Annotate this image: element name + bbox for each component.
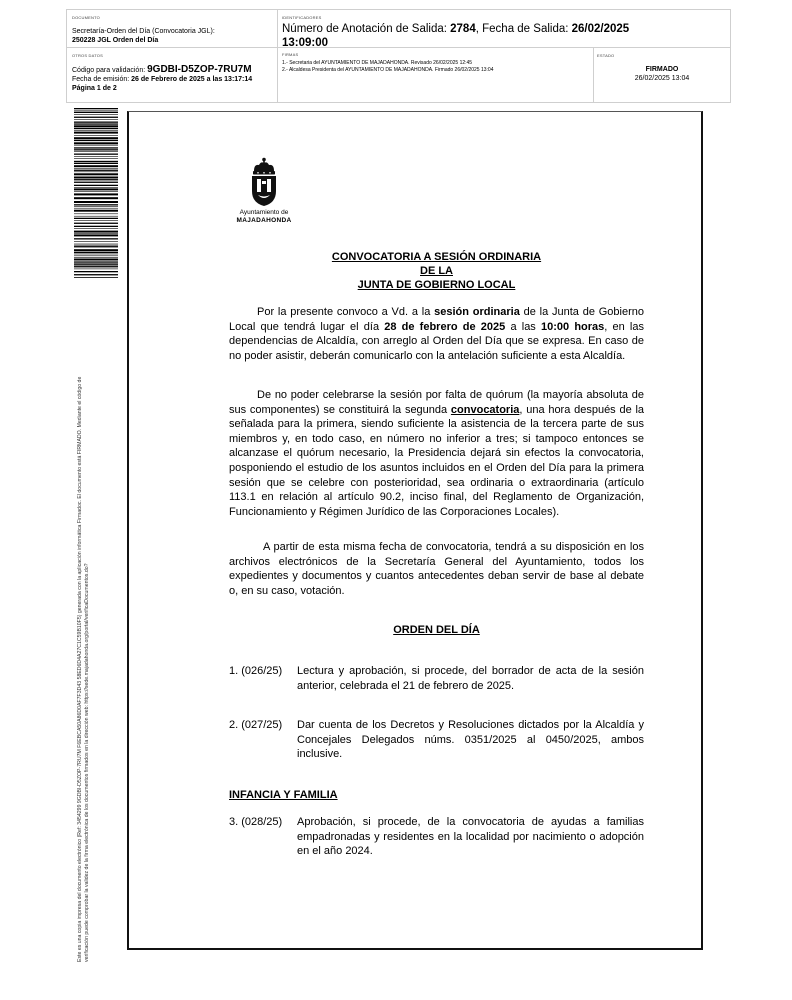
paragraph-documentacion: A partir de esta misma fecha de convocatoria, tendrá a su disposición en los archivos electrónicos de la Secretaría General del Ayuntamiento, todos los expedientes y documentos y cuantos antecedentes deban servir de base al debate o, en su caso, votación. (229, 541, 644, 597)
document-title (229, 250, 644, 292)
documento-ref: 250228 JGL Orden del Día (72, 37, 159, 44)
side-verification-text (77, 302, 91, 962)
paragraph-convocatoria (229, 305, 644, 363)
firma-1: 1.- Secretaria del AYUNTAMIENTO DE MAJADAHONDA. Revisado 26/02/2025 12:45 (282, 60, 473, 66)
emision-value: 26 de Febrero de 2025 a las 13:17:14 (131, 76, 253, 83)
otros-datos-caption: OTROS DATOS (72, 53, 103, 58)
item-2-number: 2. (027/25) (229, 719, 283, 731)
estado-cell (597, 51, 727, 83)
codigo-validacion (72, 65, 272, 75)
p1-sesion-ordinaria: sesión ordinaria (434, 306, 520, 318)
logo-text (228, 209, 300, 225)
side-text-line1: Este es una copia impresa del documento electrónico (Ref: 3454299 9GDBI-D5ZOP-7RU7M F6EBCA50A86D0AF7F3D43 58ED6D4A27C1C59B10F5) generada con la aplicación informática Firmadoc. El documento está FIRMADO. Mediante el código de (77, 376, 83, 962)
item-1-text: Lectura y aprobación, si procede, del borrador de acta de la sesión anterior, celebrada el 21 de febrero de 2025. (297, 665, 644, 692)
barcode (74, 108, 118, 278)
codigo-value: 9GDBI-D5ZOP-7RU7M (147, 64, 252, 75)
documento-name: Secretaría-Orden del Día (Convocatoria JGL): (72, 28, 215, 35)
estado-value: FIRMADO (645, 66, 679, 73)
estado-date: 26/02/2025 13:04 (634, 75, 690, 82)
p1-text-e: a las (505, 320, 541, 333)
logo-line1: Ayuntamiento de (239, 209, 289, 216)
paragraph-quorum (229, 388, 644, 519)
item-3-number: 3. (028/25) (229, 816, 283, 828)
logo-line2: MAJADAHONDA (236, 217, 292, 224)
firma-2: 2.- Alcaldesa Presidenta del AYUNTAMIENTO DE MAJADAHONDA. Firmado 26/02/2025 13:04 (282, 67, 494, 73)
anotacion-salida (282, 22, 722, 50)
fecha-salida-time: 13:09:00 (282, 37, 329, 49)
p2-text-a: De no poder celebrarse la sesión por falta de quórum (la mayoría absoluta de sus componentes) se constituirá la segunda (229, 389, 644, 416)
page-count: Página 1 de 2 (72, 85, 117, 92)
anotacion-number: 2784 (450, 23, 476, 35)
orden-del-dia-title: ORDEN DEL DÍA (393, 624, 480, 636)
section-infancia-familia: INFANCIA Y FAMILIA (229, 789, 338, 801)
identificadores-cell (282, 13, 722, 50)
p1-text-g: , en las dependencias de Alcaldía, con arreglo al Orden del Día que se expresa. En caso de no poder asistir, deberán comunicarlo con la antelación suficiente a esta Alcaldía. (229, 320, 644, 362)
estado-caption: ESTADO (597, 53, 615, 58)
fecha-salida-date: 26/02/2025 (571, 23, 630, 35)
item-3-text: Aprobación, si procede, de la convocatoria de ayudas a familias empadronadas y residentes en la localidad por nacimiento o adopción en el año 2024. (297, 816, 644, 858)
p2-text-c: , una hora después de la señalada para la primera, siendo suficiente la asistencia de la tercera parte de sus miembros y, en todo caso, en número no inferior a tres; si tampoco entonces se alcanzase el quórum necesario, la Presidencia dejará sin efectos la convocatoria, posponiendo el estudio de los asuntos incluidos en el Orden del Día para la primera sesión que se celebre con posterioridad, sea ordinaria o extraordinaria (artículo 113.1 en relación al artículo 90.2, inciso final, del Reglamento de Organización, Funcionamiento y Régimen Jurídico de las Corporaciones Locales). (229, 403, 645, 518)
firmas-cell (282, 51, 587, 74)
side-text-line2: verificación puede comprobar la validez de la firma electrónica de los documentos firmados en la dirección web: https://sede.majadahonda.org/portal/verificaDocumentos.do? (84, 563, 90, 962)
p1-text-a: Por la presente convoco a Vd. a la (257, 306, 435, 318)
item-1-number: 1. (026/25) (229, 665, 283, 677)
anotacion-prefix: Número de Anotación de Salida: (282, 23, 451, 35)
identificadores-caption: IDENTIFICADORES (282, 15, 322, 20)
p1-text-c: de la Junta de Gobierno Local que tendrá lugar el día (229, 306, 644, 333)
ayuntamiento-logo (228, 157, 300, 225)
title-line1: CONVOCATORIA A SESIÓN ORDINARIA (331, 251, 542, 263)
coat-of-arms-icon (248, 157, 280, 207)
documento-caption: DOCUMENTO (72, 15, 100, 20)
otros-datos-cell (72, 51, 272, 93)
emision-label: Fecha de emisión: (72, 76, 132, 83)
firmas-caption: FIRMAS (282, 52, 299, 57)
title-line3: JUNTA DE GOBIERNO LOCAL (357, 279, 516, 291)
fecha-salida-label: , Fecha de Salida: (475, 23, 572, 35)
item-2-text: Dar cuenta de los Decretos y Resoluciones dictados por la Alcaldía y Concejales Delegados núms. 0351/2025 al 0450/2025, ambos inclusive. (297, 719, 644, 761)
documento-cell (72, 13, 272, 45)
document-header-box (66, 9, 731, 103)
fecha-emision (72, 75, 272, 84)
codigo-label: Código para validación: (72, 67, 148, 74)
p1-fecha: 28 de febrero de 2025 (384, 320, 506, 333)
title-line2: DE LA (420, 265, 453, 277)
p1-hora: 10:00 horas (541, 320, 605, 333)
p2-convocatoria: convocatoria (450, 403, 520, 416)
